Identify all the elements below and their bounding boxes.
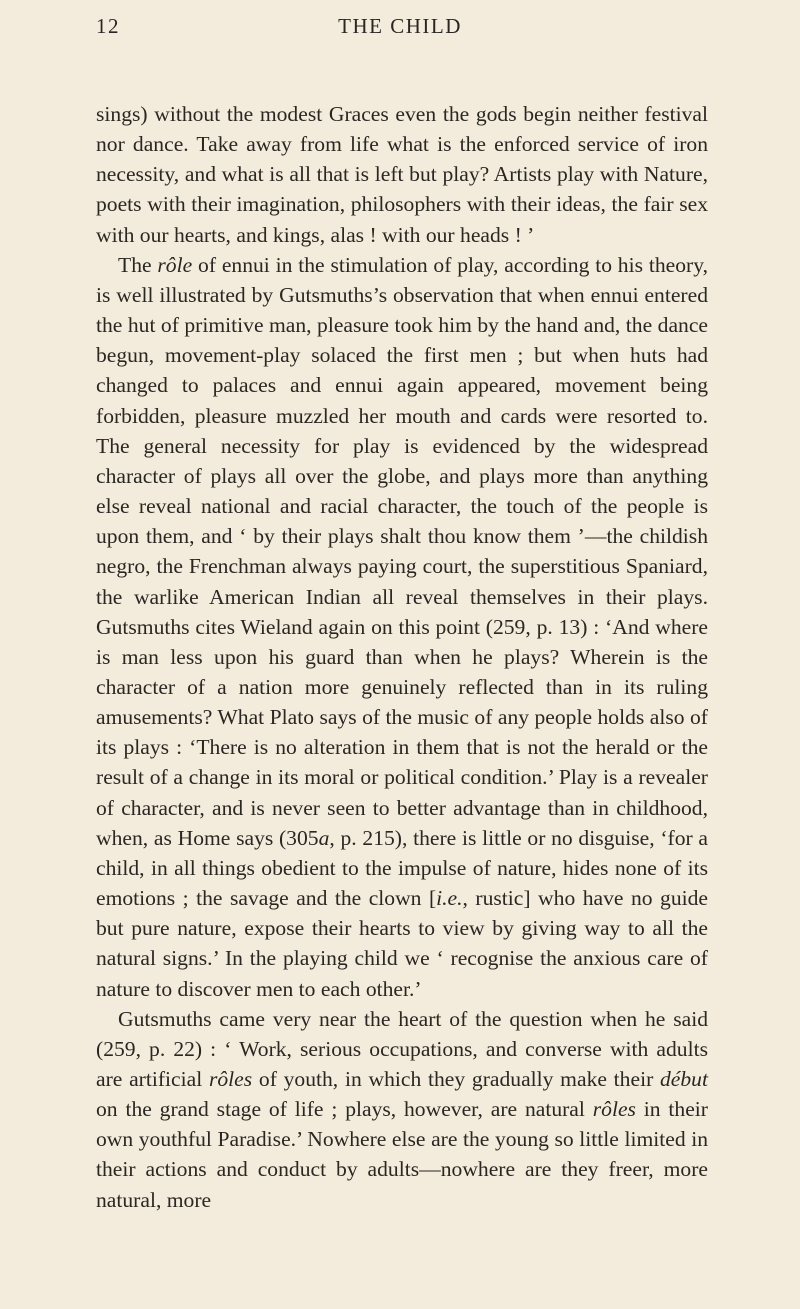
page-number: 12 [96, 14, 120, 38]
body-text [96, 99, 708, 1215]
paragraph-continued: sings) without the modest Graces even the gods begin neither festival nor dance. Take away from life what is the enforced service of iron necessity, and what is all that is left but play? Artists play with Nature, poets with their imagination, philosophers with their ideas, the fair sex with our hearts, and kings, alas ! with our heads ! ’ [96, 102, 708, 247]
page-header [96, 14, 704, 54]
paragraph-role-of-ennui: The rôle of ennui in the stimulation of play, according to his theory, is well illustrated by Gutsmuths’s observation that when ennui entered the hut of primitive man, pleasure took him by the hand and, the dance begun, movement-play solaced the first men ; but when huts had changed to palaces and ennui again appeared, movement being forbidden, pleasure muzzled her mouth and cards were resorted to. The general necessity for play is evidenced by the widespread character of plays all over the globe, and plays more than anything else reveal national and racial character, the touch of the people is upon them, and ‘ by their plays shalt thou know them ’—the childish negro, the Frenchman always paying court, the superstitious Spaniard, the warlike American Indian all reveal themselves in their plays. Gutsmuths cites Wieland again on this point (259, p. 13) : ‘And where is man less upon his guard than when he plays? Wherein is the character of a nation more genuinely reflected than in its ruling amusements? What Plato says of the music of any people holds also of its plays : ‘There is no alteration in them that is not the herald or the result of a change in its moral or political condition.’ Play is a revealer of character, and is never seen to better advantage than in childhood, when, as Home says (305a, p. 215), there is little or no disguise, ‘for a child, in all things obedient to the impulse of nature, hides none of its emotions ; the savage and the clown [i.e., rustic] who have no guide but pure nature, expose their hearts to view by giving way to all the natural signs.’ In the playing child we ‘ recognise the anxious care of nature to discover men to each other.’ [96, 252, 708, 1001]
running-head: THE CHILD [338, 14, 462, 38]
paragraph-gutsmuths-heart: Gutsmuths came very near the heart of the question when he said (259, p. 22) : ‘ Work, serious occupations, and converse with adults are artificial rôles of youth, in which they gradually make their début on the grand stage of life ; plays, however, are natural rôles in their own youthful Paradise.’ Nowhere else are the young so little limited in their actions and conduct by adults—nowhere are they freer, more natural, more [96, 1006, 708, 1212]
